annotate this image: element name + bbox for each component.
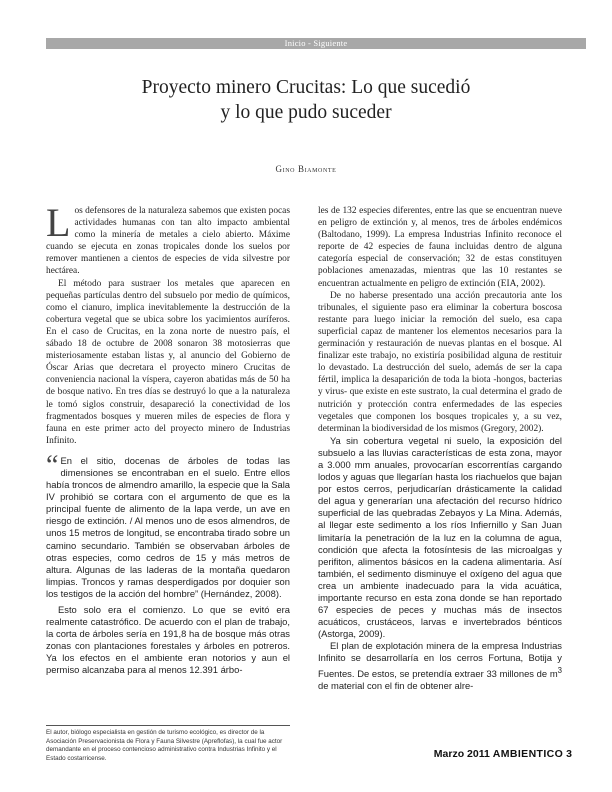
article-author: Gino Biamonte [275,164,337,174]
nav-links [46,38,586,49]
superscript-3: 3 [557,665,562,675]
paragraph-1-text: os defensores de la naturaleza sabemos que existen pocas actividades humanas con tan alto impacto ambiental como la minería de metales a cielo abierto. Máxime cuando se ejecuta en zonas tropicales donde los suelos por remover mantienen a cientos de especies de vida silvestre por hectárea. [46,206,290,277]
paragraph-1 [46,200,290,278]
navigation-bar [46,38,586,49]
magazine-name: AMBIENTICO [492,748,564,760]
nav-link-siguiente[interactable]: Siguiente [313,38,348,48]
quote-text: En el sitio, docenas de árboles de todas las dimensiones se encontraban en el suelo. Entre ellos había troncos de almendro amarillo, la especie que la Sala IV prohibió se cortara con el argumento de que es la principal fuente de alimento de la lapa verde, un ave en riesgo de extinción. / Al menos uno de esos almendros, de unos 15 metros de longitud, se encontraba tirado sobre un camino secundario. También se observaban árboles de otras especies, como cedros de 15 y más metros de altura. Algunas de las laderas de la montaña quedaron limpias. Troncos y ramas desperdigados por doquier son los testigos de la acción del hombre” (Hernández, 2008). [46,454,290,599]
quote-mark: “ [46,449,59,481]
nav-link-inicio[interactable]: Inicio [284,38,306,48]
right-paragraph-4-start: El plan de explotación minera de la empresa Industrias Infinito se desarrollaría en los cerros Fortuna, Botija y Fuentes. De estos, se pretendía extraer 33 millones de m [318,640,562,679]
title-line-1: Proyecto minero Crucitas: Lo que sucedió [141,77,471,98]
nav-separator: - [305,38,314,48]
folio-date: Marzo 2011 [433,748,490,760]
right-paragraph-4-end: de material con el fin de obtener alre- [318,679,474,691]
right-paragraph-1: les de 132 especies diferentes, entre las que se encuentran nueve en peligro de extinción y, al menos, tres de árboles endémicos (Baltodano, 1999). La empresa Industrias Infinito reconoce el reporte de 42 especies de fauna incluidas dentro de alguna categoría especial de conservación; 32 de estas constituyen poblaciones amenazadas, mientras que las 10 restantes se encuentran actualmente en peligro de extinción (EIA, 2002). [318,206,562,289]
quote-text-wrapper [46,449,290,600]
right-column [318,205,562,692]
page-number: 3 [566,748,572,760]
block-quote [46,449,290,600]
left-column [46,200,290,677]
footnote-rule [46,725,290,726]
author-footnote: El autor, biólogo especialista en gestión de turismo ecológico, es director de la Asociación Preservacionista de Flora y Fauna Silvestre (Apreflofas), la cual fue actor demandante en el proceso contencioso administrativo contra Industrias Infinito y el Estado costarricense. [46,729,283,762]
paragraph-3: Esto solo era el comienzo. Lo que se evitó era realmente catastrófico. De acuerdo con el plan de trabajo, la corta de árboles sería en 191,8 ha de bosque más otras zonas con plantaciones forestales y árboles en potreros. Ya los efectos en el ambiente eran notorios y aun el permiso alcanzaba para al menos 12.391 árbo- [46,604,290,676]
right-paragraph-4 [318,640,562,692]
title-line-2: y lo que pudo suceder [220,102,392,123]
page-folio [434,748,572,760]
drop-cap: L [46,200,71,245]
paragraph-2: El método para sustraer los metales que aparecen en pequeñas partículas dentro del subsuelo por medio de químicos, como el cianuro, implica inevitablemente la destrucción de la cobertura vegetal que se ubica sobre los yacimientos auríferos. En el caso de Crucitas, en la zona norte de nuestro país, el sábado 18 de octubre de 2008 sonaron 38 motosierras que misteriosamente estaban listas y, al anuncio del Gobierno de Óscar Arias que decretara el proyecto minero Crucitas de conveniencia nacional la víspera, cayeron abatidas más de 50 ha de bosque nativo. En tres días se destruyó lo que a la naturaleza le tomó siglos construir, desapareció la conectividad de los fragmentados bosques y mueren miles de especies de flora y fauna en este primer acto del proyecto minero de Industrias Infinito. [46,278,290,446]
right-paragraph-2: De no haberse presentado una acción precautoria ante los tribunales, el siguiente paso era eliminar la cobertura boscosa restante para luego iniciar la remoción del suelo, esa capa superficial capaz de mantener los elementos necesarios para la germinación y restauración de nuevas plantas en el bosque. Al finalizar este trabajo, no existiría posibilidad alguna de restituir lo devastado. La destrucción del suelo, además de ser la capa fértil, implica la desaparición de toda la biota -hongos, bacterias y virus- que existe en este sustrato, la cual determina el grado de nutrición y protección contra enfermedades de las especies vegetales que componen los bosques tropicales y, a su vez, determinan la biodiversidad de los mismos (Gregory, 2002). [318,290,562,434]
right-paragraph-3: Ya sin cobertura vegetal ni suelo, la exposición del subsuelo a las lluvias características de esta zona, mayor a 3.000 mm anuales, provocarían escorrentías cargando lodos y aguas que llegarían hasta los riachuelos que bajan por estos cerros, perjudicarían drásticamente la calidad del agua y generarían una afectación del recurso hídrico superficial de las quebradas Zebayos y La Mina. Además, al llegar este sedimento a los ríos Infiernillo y San Juan limitaría la penetración de la luz en la columna de agua, condición que afecta la fotosíntesis de las microalgas y perifiton, alimentos básicos en la cadena alimentaria. Así también, el sedimento disminuye el oxígeno del agua que crea un ambiente inadecuado para la vida acuática, importante recurso en esta zona donde se han reportado 67 especies de peces y muchas más de insectos acuáticos, crustáceos, larvas e invertebrados bénticos (Astorga, 2009). [318,434,562,640]
article-title [60,75,552,125]
